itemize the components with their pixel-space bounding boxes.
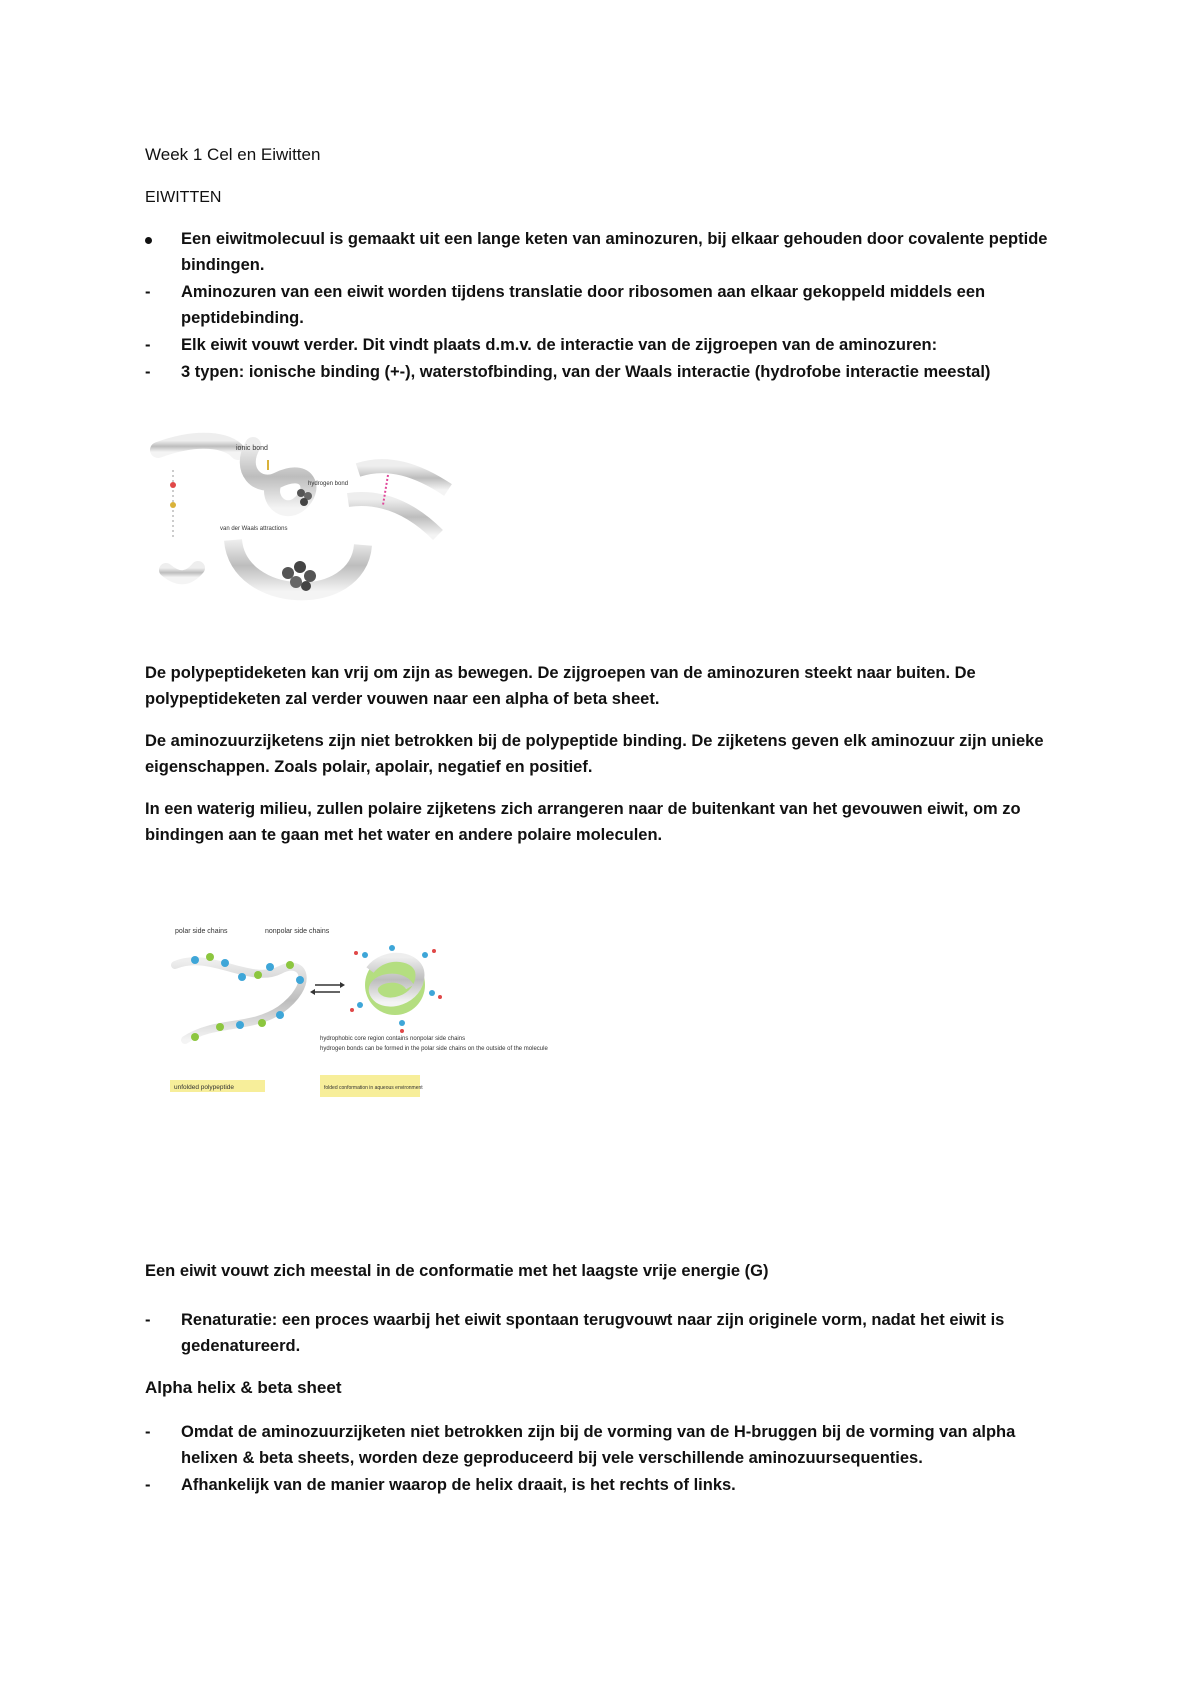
paragraph: In een waterig milieu, zullen polaire zijketens zich arrangeren naar de buitenkant van het gevouwen eiwit, om zo bindingen aan te gaan met het water en andere polaire moleculen. <box>145 800 1021 844</box>
folded-label: folded conformation in aqueous environment <box>324 1085 423 1091</box>
dash-marker: - <box>145 336 151 354</box>
list-item: - Elk eiwit vouwt verder. Dit vindt plaats d.m.v. de interactie van de zijgroepen van de aminozuren: <box>145 332 1065 358</box>
list-item: - Omdat de aminozuurzijketen niet betrokken zijn bij de vorming van de H-bruggen bij de vorming van alpha helixen & beta sheets, worden deze geproduceerd bij vele verschillende aminozuursequenties. <box>145 1419 1065 1471</box>
hydrophobic-label: hydrophobic core region contains nonpolar side chains <box>320 1036 466 1042</box>
list-item: Een eiwitmolecuul is gemaakt uit een lange keten van aminozuren, bij elkaar gehouden door covalente peptide bindingen. <box>145 226 1065 278</box>
chain-segment <box>358 466 448 490</box>
protein-folding-figure <box>170 915 548 1105</box>
list-item: - Renaturatie: een proces waarbij het eiwit spontaan terugvouwt naar zijn originele vorm, nadat het eiwit is gedenatureerd. <box>145 1307 1065 1359</box>
chain-segment <box>248 445 309 508</box>
bond-types-figure <box>158 430 448 620</box>
list-item: - Aminozuren van een eiwit worden tijdens translatie door ribosomen aan elkaar gekoppeld middels een peptidebinding. <box>145 279 1065 331</box>
unfolded-label: unfolded polypeptide <box>174 1084 234 1091</box>
hydrogen-bond-label: hydrogen bond <box>308 481 349 487</box>
document-title: Week 1 Cel en Eiwitten <box>145 145 321 164</box>
list-item: - Afhankelijk van de manier waarop de helix draait, is het rechts of links. <box>145 1472 1065 1498</box>
list-item: - 3 typen: ionische binding (+-), waterstofbinding, van der Waals interactie (hydrofobe interactie meestal) <box>145 359 1065 385</box>
section-heading: EIWITTEN <box>145 189 222 206</box>
vdw-label: van der Waals attractions <box>220 526 288 532</box>
dash-marker: - <box>145 1423 151 1441</box>
polar-label: polar side chains <box>175 928 228 935</box>
renaturation-list <box>145 1307 1065 1360</box>
paragraph: De polypeptideketen kan vrij om zijn as bewegen. De zijgroepen van de aminozuren steekt naar buiten. De polypeptideketen zal verder vouwen naar een alpha of beta sheet. <box>145 664 976 708</box>
paragraph: De aminozuurzijketens zijn niet betrokken bij de polypeptide binding. De zijketens geven elk aminozuur zijn unieke eigenschappen. Zoals polair, apolair, negatief en positief. <box>145 732 1044 776</box>
alpha-beta-heading: Alpha helix & beta sheet <box>145 1378 342 1397</box>
dash-marker: - <box>145 363 151 381</box>
chain-segment <box>158 441 238 452</box>
alpha-beta-list <box>145 1419 1065 1499</box>
bullet-dot-icon <box>145 226 165 252</box>
dash-marker: - <box>145 1476 151 1494</box>
dash-marker: - <box>145 1311 151 1329</box>
energy-paragraph: Een eiwit vouwt zich meestal in de conformatie met het laagste vrije energie (G) <box>145 1262 769 1280</box>
intro-list <box>145 226 1065 386</box>
nonpolar-label: nonpolar side chains <box>265 928 330 935</box>
chain-segment <box>348 499 438 535</box>
ionic-bond-label: ionic bond <box>236 445 268 452</box>
dash-marker: - <box>145 283 151 301</box>
hbonds-label: hydrogen bonds can be formed in the polar side chains on the outside of the molecule <box>320 1046 548 1052</box>
equilibrium-arrows-icon <box>310 982 345 995</box>
chain-segment <box>166 568 198 577</box>
